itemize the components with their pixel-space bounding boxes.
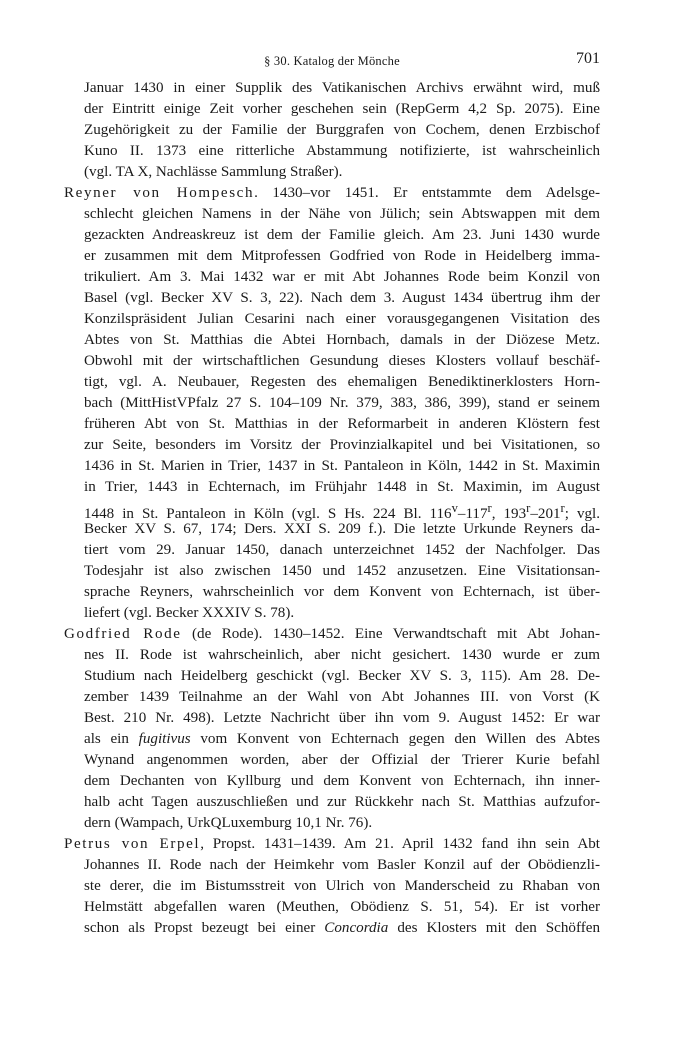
text-line: Zugehörigkeit zu der Familie der Burggrafen von Cochem, denen Erzbischof: [84, 122, 600, 138]
text-line: Johannes II. Rode nach der Heimkehr vom Basler Konzil auf der Obödienzli-: [84, 857, 600, 873]
text-line: Petrus von Erpel, Propst. 1431–1439. Am 21. April 1432 fand ihn sein Abt: [64, 836, 600, 852]
text-line: 1436 in St. Marien in Trier, 1437 in St. Pantaleon in Köln, 1442 in St. Maximin: [84, 458, 600, 474]
text-line: zur Seite, besonders im Vorsitz der Provinzialkapitel und bei Visitationen, so: [84, 437, 600, 453]
text-line: dem Dechanten von Kyllburg und dem Konvent von Echternach, ihn inner-: [84, 773, 600, 789]
text-line: halb acht Tagen auszuschließen und zur Rückkehr nach St. Matthias aufzufor-: [84, 794, 600, 810]
text-line: Wynand angenommen worden, aber der Offizial der Trierer Kurie befahl: [84, 752, 600, 768]
text-line: Becker XV S. 67, 174; Ders. XXI S. 209 f.). Die letzte Urkunde Reyners da-: [84, 521, 600, 537]
text-line: in Trier, 1443 in Echternach, im Frühjahr 1448 in St. Maximin, im August: [84, 479, 600, 495]
text-line: Januar 1430 in einer Supplik des Vatikanischen Archivs erwähnt wird, muß: [84, 80, 600, 96]
text-line: Godfried Rode (de Rode). 1430–1452. Eine Verwandtschaft mit Abt Johan-: [64, 626, 601, 642]
text-line: Basel (vgl. Becker XV S. 3, 22). Nach dem 3. August 1434 übertrug ihm der: [84, 290, 600, 306]
text-line: Konzilspräsident Julian Cesarini nach einer vorausgegangenen Visitation des: [84, 311, 600, 327]
text-line: nes II. Rode ist wahrscheinlich, aber nicht gesichert. 1430 wurde er zum: [84, 647, 600, 663]
text-line: Abtes von St. Matthias die Abtei Hornbach, damals in der Diözese Metz.: [84, 332, 600, 348]
text-line: schon als Propst bezeugt bei einer Concordia des Klosters mit den Schöffen: [84, 920, 600, 936]
body-text: [64, 78, 600, 939]
page-header: [64, 50, 600, 74]
text-line: sprache Reyners, wahrscheinlich vor dem Konvent von Echternach, ist über-: [84, 584, 600, 600]
text-line: 1448 in St. Pantaleon in Köln (vgl. S Hs. 224 Bl. 116$^v$–117$^r$, 193$^r$–201$^r$; vgl.: [84, 501, 601, 523]
text-line: ste derer, die im Bistumsstreit von Ulrich von Manderscheid zu Rhaban von: [84, 878, 600, 894]
text-line: bach (MittHistVPfalz 27 S. 104–109 Nr. 379, 383, 386, 399), stand er seinem: [84, 395, 600, 411]
text-line: tigt, vgl. A. Neubauer, Regesten des ehemaligen Benediktinerklosters Horn-: [84, 374, 600, 390]
text-line: früheren Abt von St. Matthias in der Reformarbeit in anderen Klöstern fest: [84, 416, 600, 432]
text-line: Obwohl mit der wirtschaftlichen Gesundung dieses Klosters vollauf beschäf-: [84, 353, 600, 369]
text-line: Todesjahr ist also zwischen 1450 und 1452 anzusetzen. Eine Visitationsan-: [84, 563, 600, 579]
text-line: tiert vom 29. Januar 1450, danach unterzeichnet 1452 der Nachfolger. Das: [84, 542, 600, 558]
text-line: zember 1439 Teilnahme an der Wahl von Abt Johannes III. von Vorst (K: [84, 689, 600, 705]
text-line: schlecht gleichen Namens in der Nähe von Jülich; sein Abtswappen mit dem: [84, 206, 600, 222]
text-line: Studium nach Heidelberg geschickt (vgl. Becker XV S. 3, 115). Am 28. De-: [84, 668, 600, 684]
text-line: trikuliert. Am 3. Mai 1432 war er mit Abt Johannes Rode beim Konzil von: [84, 269, 600, 285]
text-line: (vgl. TA X, Nachlässe Sammlung Straßer).: [84, 164, 343, 180]
text-line: als ein fugitivus vom Konvent von Echternach gegen den Willen des Abtes: [84, 731, 600, 747]
text-line: gezackten Andreaskreuz ist dem der Familie gleich. Am 23. Juni 1430 wurde: [84, 227, 600, 243]
text-line: Best. 210 Nr. 498). Letzte Nachricht über ihn vom 9. August 1452: Er war: [84, 710, 600, 726]
page-number: 701: [576, 50, 600, 67]
running-head: § 30. Katalog der Mönche: [264, 54, 400, 68]
text-line: Reyner von Hompesch. 1430–vor 1451. Er entstammte dem Adelsge-: [64, 185, 600, 201]
text-line: dern (Wampach, UrkQLuxemburg 10,1 Nr. 76).: [84, 815, 373, 831]
text-line: er zusammen mit dem Mitprofessen Godfried von Rode in Heidelberg imma-: [84, 248, 600, 264]
text-line: liefert (vgl. Becker XXXIV S. 78).: [84, 605, 295, 621]
text-line: der Eintritt einige Zeit vorher geschehen sein (RepGerm 4,2 Sp. 2075). Eine: [84, 101, 600, 117]
text-line: Kuno II. 1373 eine ritterliche Abstammung notifizierte, ist wahrscheinlich: [84, 143, 600, 159]
text-line: Helmstätt abgefallen waren (Meuthen, Obödienz S. 51, 54). Er ist vorher: [84, 899, 600, 915]
